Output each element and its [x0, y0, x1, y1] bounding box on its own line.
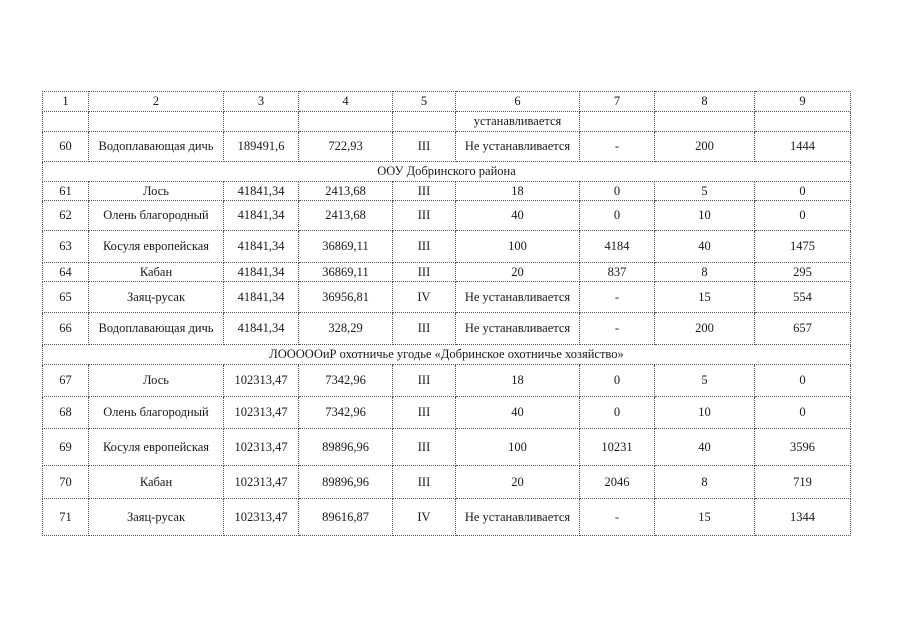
table-row [43, 182, 851, 201]
header-cell: 5 [393, 92, 456, 112]
table-cell: 7342,96 [299, 365, 393, 397]
table-cell: 70 [43, 466, 89, 499]
table-cell: Олень благородный [89, 397, 224, 429]
table-row [43, 201, 851, 231]
table-cell: 719 [755, 466, 851, 499]
table-row [43, 132, 851, 162]
table-cell: 36869,11 [299, 231, 393, 263]
table-cell: 657 [755, 313, 851, 345]
table-cell: 69 [43, 429, 89, 466]
header-cell: 2 [89, 92, 224, 112]
table-row [43, 429, 851, 466]
table-cell: 67 [43, 365, 89, 397]
table-cell: 10 [655, 201, 755, 231]
table-cell: 102313,47 [224, 397, 299, 429]
table-cell: Не устанавливается [456, 282, 580, 313]
table-cell: Кабан [89, 466, 224, 499]
table-cell: 2413,68 [299, 201, 393, 231]
table-cell: 65 [43, 282, 89, 313]
table-cell: Водоплавающая дичь [89, 132, 224, 162]
table-cell: Лось [89, 182, 224, 201]
table-cell: III [393, 397, 456, 429]
header-cell: 6 [456, 92, 580, 112]
section-title: ЛОООООиР охотничье угодье «Добринское охотничье хозяйство» [43, 345, 851, 365]
table-cell: 62 [43, 201, 89, 231]
header-row [43, 92, 851, 112]
table-cell: 40 [456, 397, 580, 429]
table-cell: 89896,96 [299, 466, 393, 499]
header-cell: 8 [655, 92, 755, 112]
table-row [43, 397, 851, 429]
table-cell [580, 112, 655, 132]
table-cell: 18 [456, 182, 580, 201]
table-cell [43, 112, 89, 132]
table-cell: 5 [655, 182, 755, 201]
table-cell: 200 [655, 132, 755, 162]
table-cell: 60 [43, 132, 89, 162]
table-cell [393, 112, 456, 132]
table-cell: Заяц-русак [89, 499, 224, 536]
table-cell: IV [393, 499, 456, 536]
table-cell: Косуля европейская [89, 231, 224, 263]
table-cell: 10231 [580, 429, 655, 466]
table-cell: Не устанавливается [456, 132, 580, 162]
header-cell: 7 [580, 92, 655, 112]
table-cell: 89896,96 [299, 429, 393, 466]
table-cell: 837 [580, 263, 655, 282]
table-cell: 1475 [755, 231, 851, 263]
table-cell: 40 [456, 201, 580, 231]
table-cell: 40 [655, 231, 755, 263]
table-cell: устанавливается [456, 112, 580, 132]
table-cell: 8 [655, 263, 755, 282]
table-cell: - [580, 282, 655, 313]
table-cell: III [393, 263, 456, 282]
table-cell: 102313,47 [224, 499, 299, 536]
table-cell: 71 [43, 499, 89, 536]
header-cell: 3 [224, 92, 299, 112]
table-cell: 722,93 [299, 132, 393, 162]
table-cell: 200 [655, 313, 755, 345]
table-cell: 63 [43, 231, 89, 263]
table-cell: 10 [655, 397, 755, 429]
table-cell: 0 [755, 201, 851, 231]
section-row [43, 345, 851, 365]
table-cell: 3596 [755, 429, 851, 466]
table-cell: 2413,68 [299, 182, 393, 201]
table-cell: IV [393, 282, 456, 313]
table-cell: 100 [456, 429, 580, 466]
table-cell: III [393, 466, 456, 499]
table-cell: 0 [580, 182, 655, 201]
table-cell: 102313,47 [224, 466, 299, 499]
table-cell: 189491,6 [224, 132, 299, 162]
table-cell: 41841,34 [224, 201, 299, 231]
section-title: ООУ Добринского района [43, 162, 851, 182]
table-row [43, 365, 851, 397]
table-cell: 64 [43, 263, 89, 282]
table-cell: 100 [456, 231, 580, 263]
table-cell: 0 [755, 365, 851, 397]
data-table [42, 91, 851, 536]
table-cell: 295 [755, 263, 851, 282]
table-cell [89, 112, 224, 132]
table-cell: Не устанавливается [456, 313, 580, 345]
table-cell [224, 112, 299, 132]
table-row [43, 466, 851, 499]
table-row [43, 282, 851, 313]
table-cell: 554 [755, 282, 851, 313]
table-cell: 20 [456, 466, 580, 499]
table-cell: 0 [580, 201, 655, 231]
table-cell: Заяц-русак [89, 282, 224, 313]
table-cell: 41841,34 [224, 282, 299, 313]
header-cell: 4 [299, 92, 393, 112]
table-cell: - [580, 499, 655, 536]
table-cell: - [580, 132, 655, 162]
table-cell: 66 [43, 313, 89, 345]
table-cell: - [580, 313, 655, 345]
table-row [43, 231, 851, 263]
table-cell: Не устанавливается [456, 499, 580, 536]
table-cell: 1344 [755, 499, 851, 536]
table-cell: Кабан [89, 263, 224, 282]
table-cell [299, 112, 393, 132]
table-cell: III [393, 182, 456, 201]
table-row [43, 263, 851, 282]
table-cell: 8 [655, 466, 755, 499]
header-cell: 1 [43, 92, 89, 112]
table-cell: 89616,87 [299, 499, 393, 536]
table-cell: 41841,34 [224, 263, 299, 282]
table-cell: 5 [655, 365, 755, 397]
table-cell: III [393, 132, 456, 162]
table-row [43, 499, 851, 536]
table-cell: 40 [655, 429, 755, 466]
table-row [43, 112, 851, 132]
table-cell: 68 [43, 397, 89, 429]
table-cell: Олень благородный [89, 201, 224, 231]
table-cell: III [393, 201, 456, 231]
table-cell: Водоплавающая дичь [89, 313, 224, 345]
section-row [43, 162, 851, 182]
table-cell: 18 [456, 365, 580, 397]
table-cell: 0 [580, 397, 655, 429]
table-cell: 0 [580, 365, 655, 397]
table-cell: 41841,34 [224, 231, 299, 263]
table-cell: 36869,11 [299, 263, 393, 282]
header-cell: 9 [755, 92, 851, 112]
table-cell: 4184 [580, 231, 655, 263]
table-cell: 328,29 [299, 313, 393, 345]
table-cell: 20 [456, 263, 580, 282]
table-cell: 2046 [580, 466, 655, 499]
table-cell: 0 [755, 182, 851, 201]
table-row [43, 313, 851, 345]
table-cell: 15 [655, 499, 755, 536]
table-cell: 61 [43, 182, 89, 201]
table-cell: 15 [655, 282, 755, 313]
table-cell: 102313,47 [224, 429, 299, 466]
table-cell: 102313,47 [224, 365, 299, 397]
table-cell: III [393, 313, 456, 345]
table-cell: 1444 [755, 132, 851, 162]
table-cell: Лось [89, 365, 224, 397]
table-cell: 41841,34 [224, 313, 299, 345]
table-cell: 0 [755, 397, 851, 429]
table-cell: 41841,34 [224, 182, 299, 201]
table-cell: III [393, 231, 456, 263]
table-cell [655, 112, 755, 132]
table-cell [755, 112, 851, 132]
table-cell: 36956,81 [299, 282, 393, 313]
table-cell: III [393, 429, 456, 466]
table-cell: Косуля европейская [89, 429, 224, 466]
table-cell: III [393, 365, 456, 397]
table-cell: 7342,96 [299, 397, 393, 429]
